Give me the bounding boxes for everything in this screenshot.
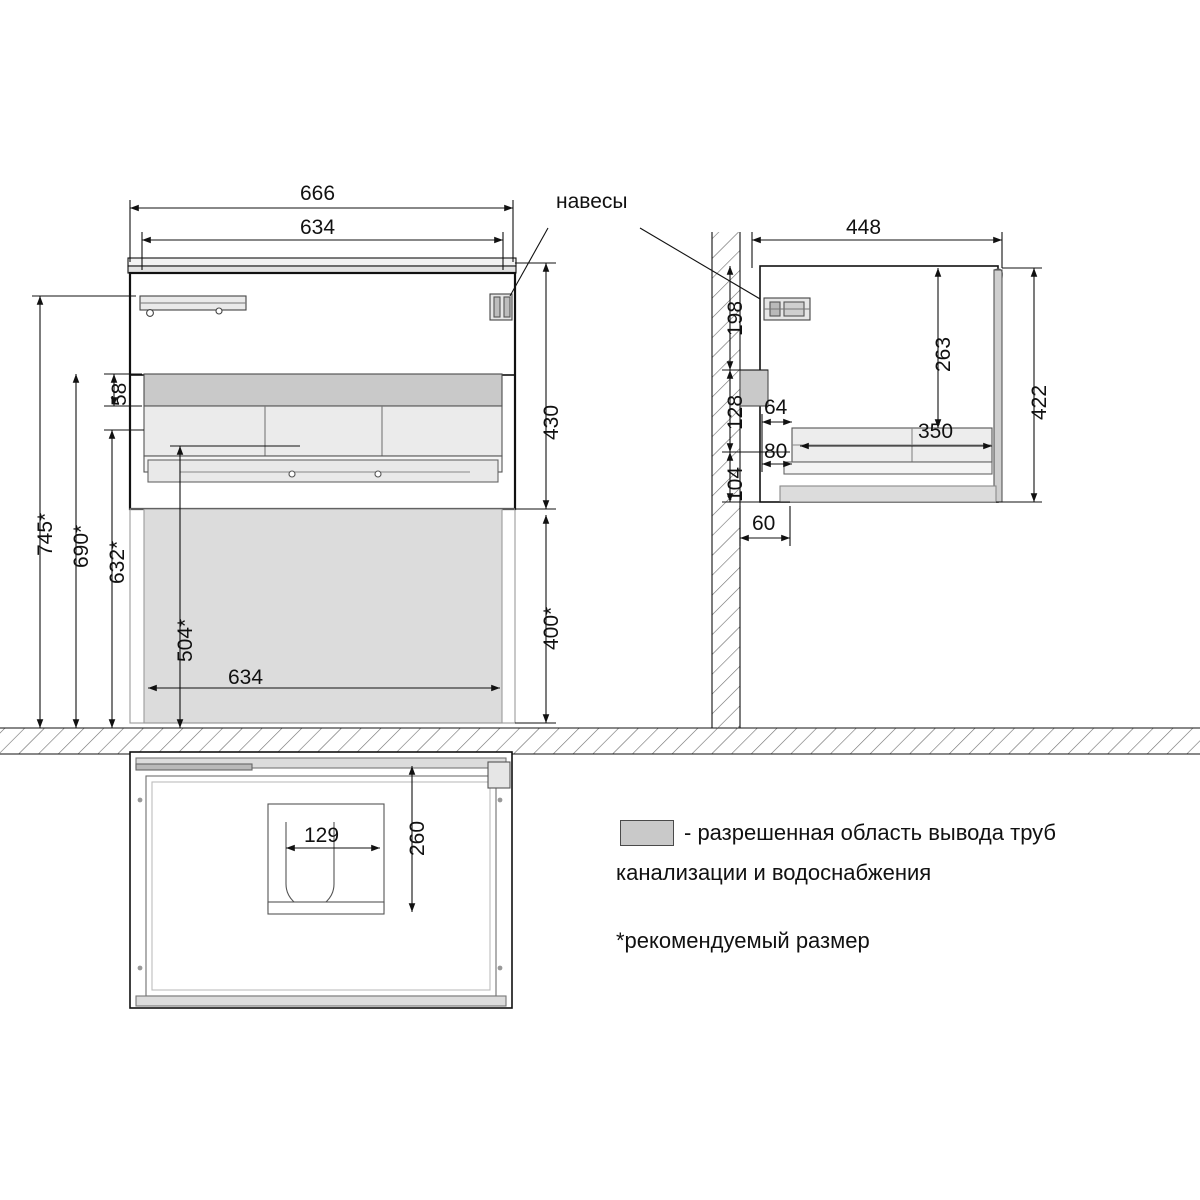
legend-note: *рекомендуемый размер [616,928,870,953]
dim-label-448: 448 [846,216,882,239]
dim-label-58: 58 [108,382,131,406]
dim-label-129: 129 [304,824,340,847]
dim-label-400: 400* [540,606,563,650]
plan-view-cabinet [130,752,512,1008]
dim-label-198: 198 [724,300,747,336]
side-view-cabinet [740,266,1002,502]
dim-label-430: 430 [540,404,563,440]
dim-label-80: 80 [764,440,788,463]
legend-color-swatch [620,820,674,846]
dim-label-350: 350 [918,420,954,443]
dim-label-128: 128 [724,394,747,430]
dim-label-745: 745* [34,512,57,556]
dim-label-634-top: 634 [300,216,336,239]
dim-label-632: 632* [106,540,129,584]
dim-label-263: 263 [932,336,955,372]
legend-line-2: канализации и водоснабжения [616,860,932,885]
dim-label-504: 504* [174,618,197,662]
dim-label-634-bottom: 634 [228,666,264,689]
dim-label-422: 422 [1028,384,1051,420]
dim-label-690: 690* [70,524,93,568]
dim-label-260: 260 [406,820,429,856]
floor-hatch-band [0,728,1200,754]
dim-label-666: 666 [300,182,336,205]
legend-line-1: - разрешенная область вывода труб [684,820,1057,845]
dim-label-104: 104 [724,466,747,502]
dim-label-64: 64 [764,396,788,419]
dim-label-60: 60 [752,512,776,535]
callout-navesy: навесы [556,190,628,213]
